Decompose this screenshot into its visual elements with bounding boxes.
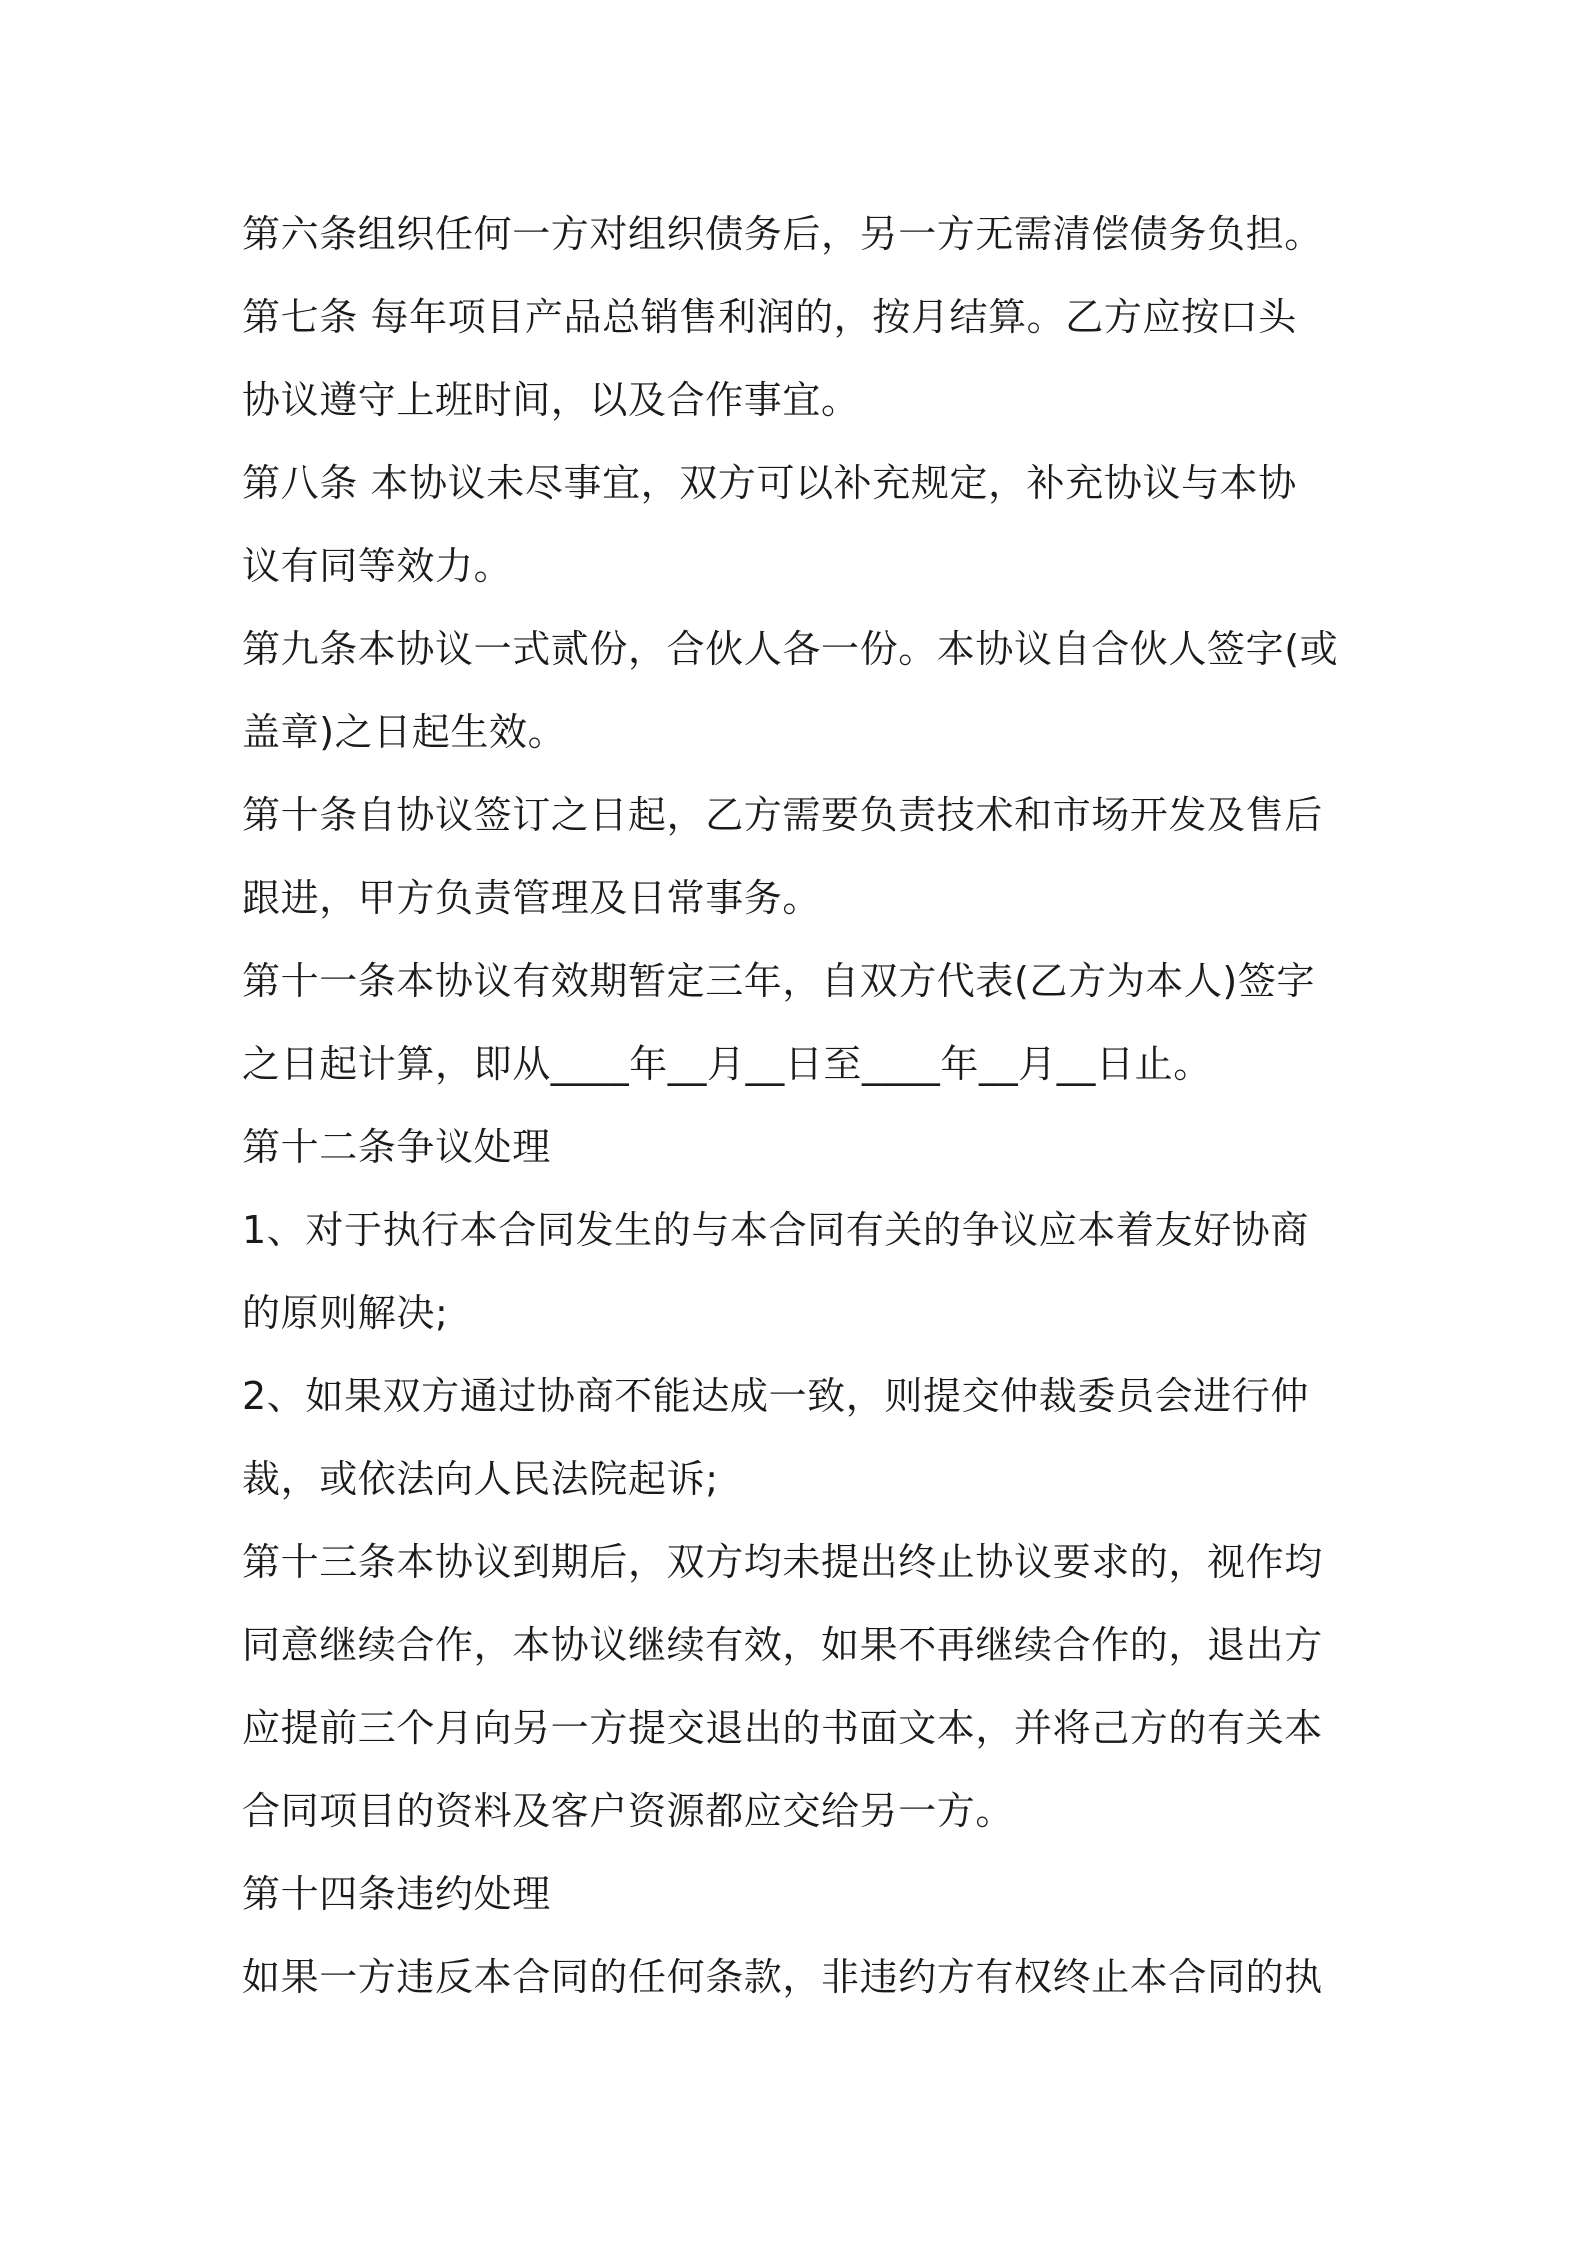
- article-12-item-2-line-1: 2、如果双方通过协商不能达成一致，则提交仲裁委员会进行仲: [242, 1374, 1309, 1418]
- article-12-item-2-line-2: 裁，或依法向人民法院起诉;: [242, 1457, 719, 1501]
- article-12-heading: 第十二条争议处理: [242, 1125, 551, 1169]
- article-7-line-2: 协议遵守上班时间，以及合作事宜。: [242, 378, 860, 422]
- article-12-item-1-line-2: 的原则解决;: [242, 1291, 449, 1335]
- article-7-line-1: 第七条 每年项目产品总销售利润的，按月结算。乙方应按口头: [242, 295, 1297, 339]
- article-8-line-1: 第八条 本协议未尽事宜，双方可以补充规定，补充协议与本协: [242, 461, 1297, 505]
- document-body: [242, 193, 1362, 2019]
- article-14-heading: 第十四条违约处理: [242, 1872, 551, 1916]
- article-13-line-2: 同意继续合作，本协议继续有效，如果不再继续合作的，退出方: [242, 1623, 1323, 1667]
- article-9-line-1: 第九条本协议一式贰份，合伙人各一份。本协议自合伙人签字(或: [242, 627, 1339, 671]
- article-13-line-1: 第十三条本协议到期后，双方均未提出终止协议要求的，视作均: [242, 1540, 1323, 1584]
- article-9-line-2: 盖章)之日起生效。: [242, 710, 567, 754]
- article-11-line-2: 之日起计算，即从____年__月__日至____年__月__日止。: [242, 1042, 1212, 1086]
- article-12-item-1-line-1: 1、对于执行本合同发生的与本合同有关的争议应本着友好协商: [242, 1208, 1309, 1252]
- article-13-line-3: 应提前三个月向另一方提交退出的书面文本，并将己方的有关本: [242, 1706, 1323, 1750]
- article-14-line-1: 如果一方违反本合同的任何条款，非违约方有权终止本合同的执: [242, 1955, 1323, 1999]
- article-6-line-1: 第六条组织任何一方对组织债务后，另一方无需清偿债务负担。: [242, 212, 1323, 256]
- article-10-line-2: 跟进，甲方负责管理及日常事务。: [242, 876, 822, 920]
- article-10-line-1: 第十条自协议签订之日起，乙方需要负责技术和市场开发及售后: [242, 793, 1323, 837]
- article-13-line-4: 合同项目的资料及客户资源都应交给另一方。: [242, 1789, 1015, 1833]
- article-11-line-1: 第十一条本协议有效期暂定三年，自双方代表(乙方为本人)签字: [242, 959, 1316, 1003]
- article-8-line-2: 议有同等效力。: [242, 544, 513, 588]
